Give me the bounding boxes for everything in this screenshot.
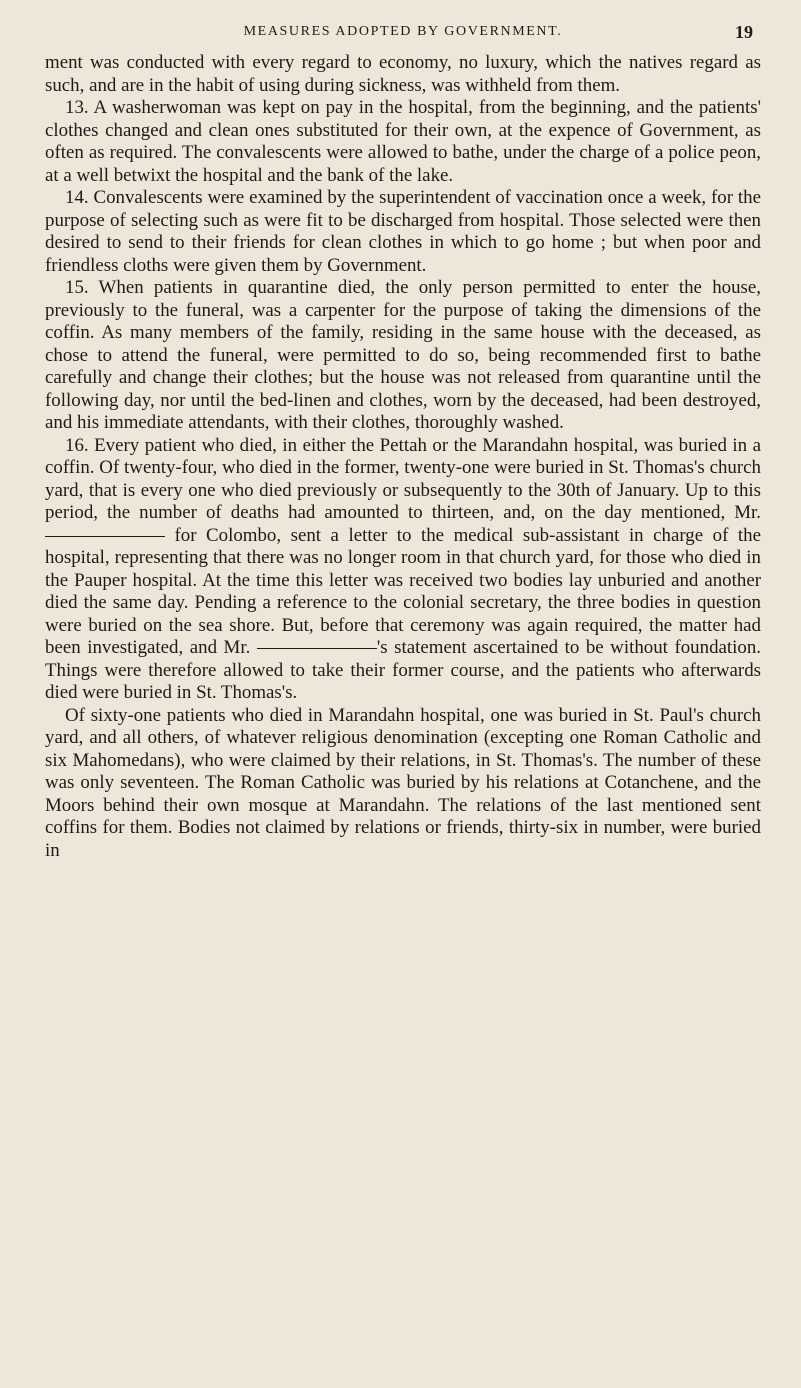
body-text: [45, 52, 761, 862]
paragraph-16-part-2: for Colombo, sent a letter to the medical sub-assistant in charge of the hospital, representing that there was no longer room in that church yard, for those who died in the Pauper hospital. At the time this letter was received two bodies lay unburied and another died the same day. Pending a reference to the colonial secretary, the three bodies in question were buried on the sea shore. But, before that ceremony was again required, the matter had been investigated, and Mr.: [45, 524, 761, 658]
paragraph-16-part-3: 's statement ascertained to be without foundation. Things were therefore allowed to take their former course, and the patients who afterwards died were buried in St. Thomas's.: [45, 637, 762, 703]
paragraph-13: 13. A washerwoman was kept on pay in the hospital, from the beginning, and the patients' clothes changed and clean ones substituted for their own, at the expence of Government, as often as required. The convalescents were allowed to bathe, under the charge of a police peon, at a well betwixt the hospital and the bank of the lake.: [45, 97, 761, 186]
running-title: MEASURES ADOPTED BY GOVERNMENT.: [243, 24, 563, 39]
page-header: [45, 12, 761, 52]
paragraph-16: [45, 435, 761, 705]
name-omitted-dash: [45, 536, 165, 537]
name-omitted-dash-2: [257, 648, 377, 649]
paragraph-14: 14. Convalescents were examined by the superintendent of vaccination once a week, for the purpose of selecting such as were fit to be discharged from hospital. Those selected were then desired to send to their friends for clean clothes in which to go home ; but when poor and friendless cloths were given them by Government.: [45, 187, 761, 276]
page-number: 19: [735, 22, 753, 42]
paragraph-15: 15. When patients in quarantine died, the only person permitted to enter the house, previously to the funeral, was a carpenter for the purpose of taking the dimensions of the coffin. As many members of the family, residing in the same house with the deceased, as chose to attend the funeral, were permitted to do so, being recommended first to bathe carefully and change their clothes; but the house was not released from quarantine until the following day, nor until the bed-linen and clothes, worn by the deceased, had been destroyed, and his immediate attendants, with their clothes, thoroughly washed.: [45, 277, 761, 433]
paragraph-burials: Of sixty-one patients who died in Marandahn hospital, one was buried in St. Paul's church yard, and all others, of whatever religious denomination (excepting one Roman Catholic and six Mahomedans), who were claimed by their relations, in St. Thomas's. The number of these was only seventeen. The Roman Catholic was buried by his relations at Cotanchene, and the Moors behind their own mosque at Marandahn. The relations of the last mentioned sent coffins for them. Bodies not claimed by relations or friends, thirty-six in number, were buried in: [45, 704, 761, 861]
paragraph-16-part-1: 16. Every patient who died, in either the Pettah or the Marandahn hospital, was buried in a coffin. Of twenty-four, who died in the former, twenty-one were buried in St. Thomas's church yard, that is every one who died previously or subsequently to the 30th of January. Up to this period, the number of deaths had amounted to thirteen, and, on the day mentioned, Mr.: [45, 434, 761, 523]
paragraph-continued: ment was conducted with every regard to economy, no luxury, which the natives regard as such, and are in the habit of using during sickness, was withheld from them.: [45, 52, 761, 96]
